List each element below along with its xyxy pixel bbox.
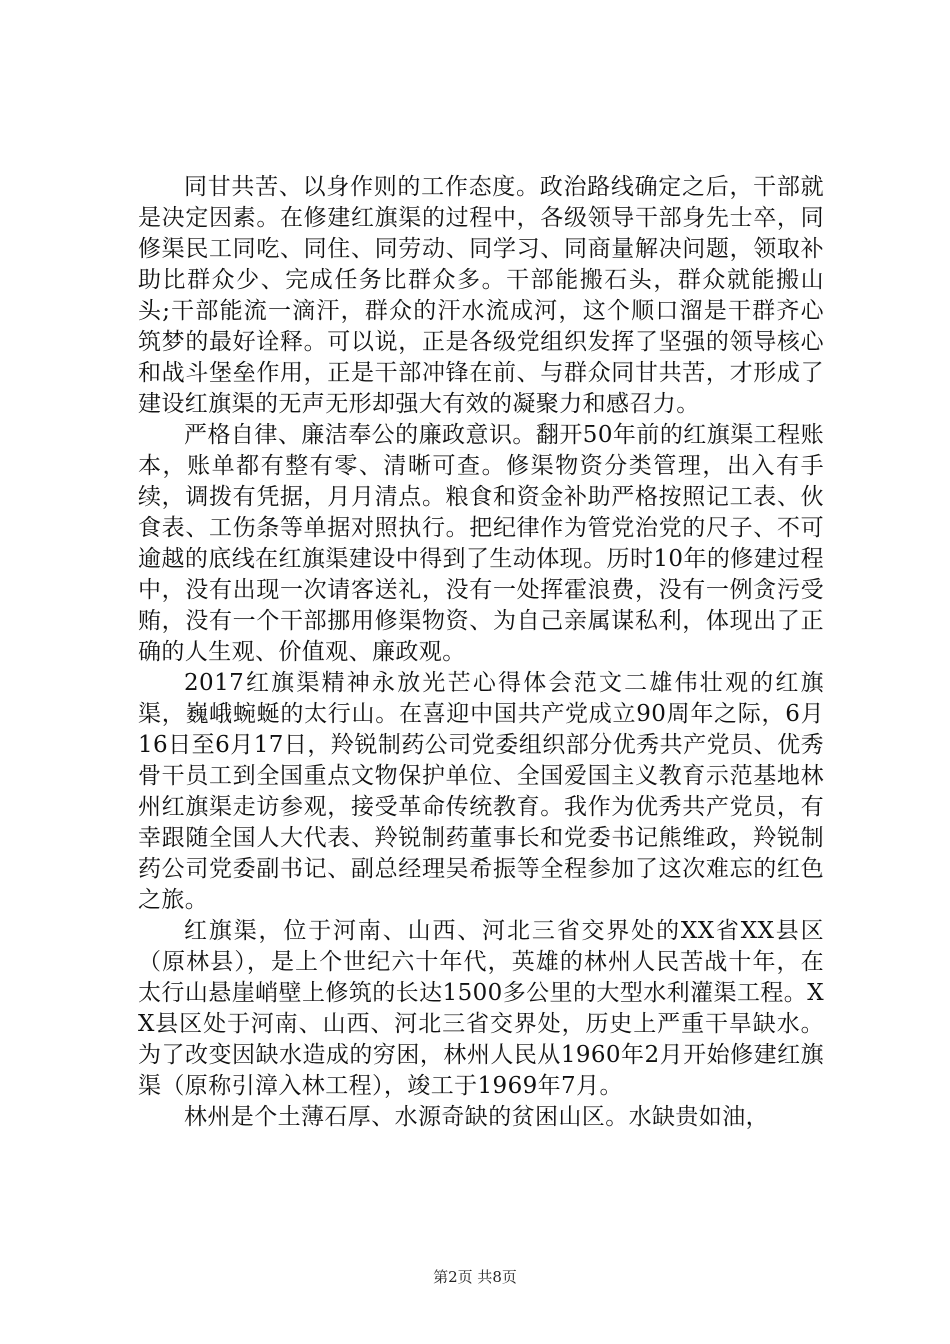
page-total: 共8页 bbox=[477, 1268, 517, 1286]
paragraph-linzhou: 林州是个土薄石厚、水源奇缺的贫困山区。水缺贵如油， bbox=[184, 1104, 769, 1130]
page-footer bbox=[0, 1266, 950, 1287]
paragraph-hongqiqu-intro: 红旗渠，位于河南、山西、河北三省交界处的XX省XX县区（原林县），是上个世纪六十年代，英雄的林州人民苦战十年，在太行山悬崖峭壁上修筑的长达1500多公里的大型水利灌渠工程。XX县区处于河南、山西、河北三省交界处，历史上严重干旱缺水。为了改变因缺水造成的穷困，林州人民从1960年2月开始修建红旗渠（原称引漳入林工程），竣工于1969年7月。 bbox=[138, 918, 824, 1099]
body-text bbox=[138, 172, 824, 1133]
paragraph-integrity: 严格自律、廉洁奉公的廉政意识。翻开50年前的红旗渠工程账本，账单都有整有零、清晰可查。修渠物资分类管理，出入有手续，调拨有凭据，月月清点。粮食和资金补助严格按照记工表、伙食表、工伤条等单据对照执行。把纪律作为管党治党的尺子、不可逾越的底线在红旗渠建设中得到了生动体现。历时10年的修建过程中，没有出现一次请客送礼，没有一处挥霍浪费，没有一例贪污受贿，没有一个干部挪用修渠物资、为自己亲属谋私利，体现出了正确的人生观、价值观、廉政观。 bbox=[138, 422, 824, 665]
page-number: 第2页 bbox=[433, 1268, 473, 1286]
paragraph-work-attitude: 同甘共苦、以身作则的工作态度。政治路线确定之后，干部就是决定因素。在修建红旗渠的过程中，各级领导干部身先士卒，同修渠民工同吃、同住、同劳动、同学习、同商量解决问题，领取补助比群众少、完成任务比群众多。干部能搬石头，群众就能搬山头;干部能流一滴汗，群众的汗水流成河，这个顺口溜是干群齐心筑梦的最好诠释。可以说，正是各级党组织发挥了坚强的领导核心和战斗堡垒作用，正是干部冲锋在前、与群众同甘共苦，才形成了建设红旗渠的无声无形却强大有效的凝聚力和感召力。 bbox=[138, 174, 824, 417]
paragraph-essay-two: 2017红旗渠精神永放光芒心得体会范文二雄伟壮观的红旗渠，巍峨蜿蜒的太行山。在喜迎中国共产党成立90周年之际，6月16日至6月17日，羚锐制药公司党委组织部分优秀共产党员、优秀骨干员工到全国重点文物保护单位、全国爱国主义教育示范基地林州红旗渠走访参观，接受革命传统教育。我作为优秀共产党员，有幸跟随全国人大代表、羚锐制药董事长和党委书记熊维政，羚锐制药公司党委副书记、副总经理吴希振等全程参加了这次难忘的红色之旅。 bbox=[138, 670, 824, 913]
